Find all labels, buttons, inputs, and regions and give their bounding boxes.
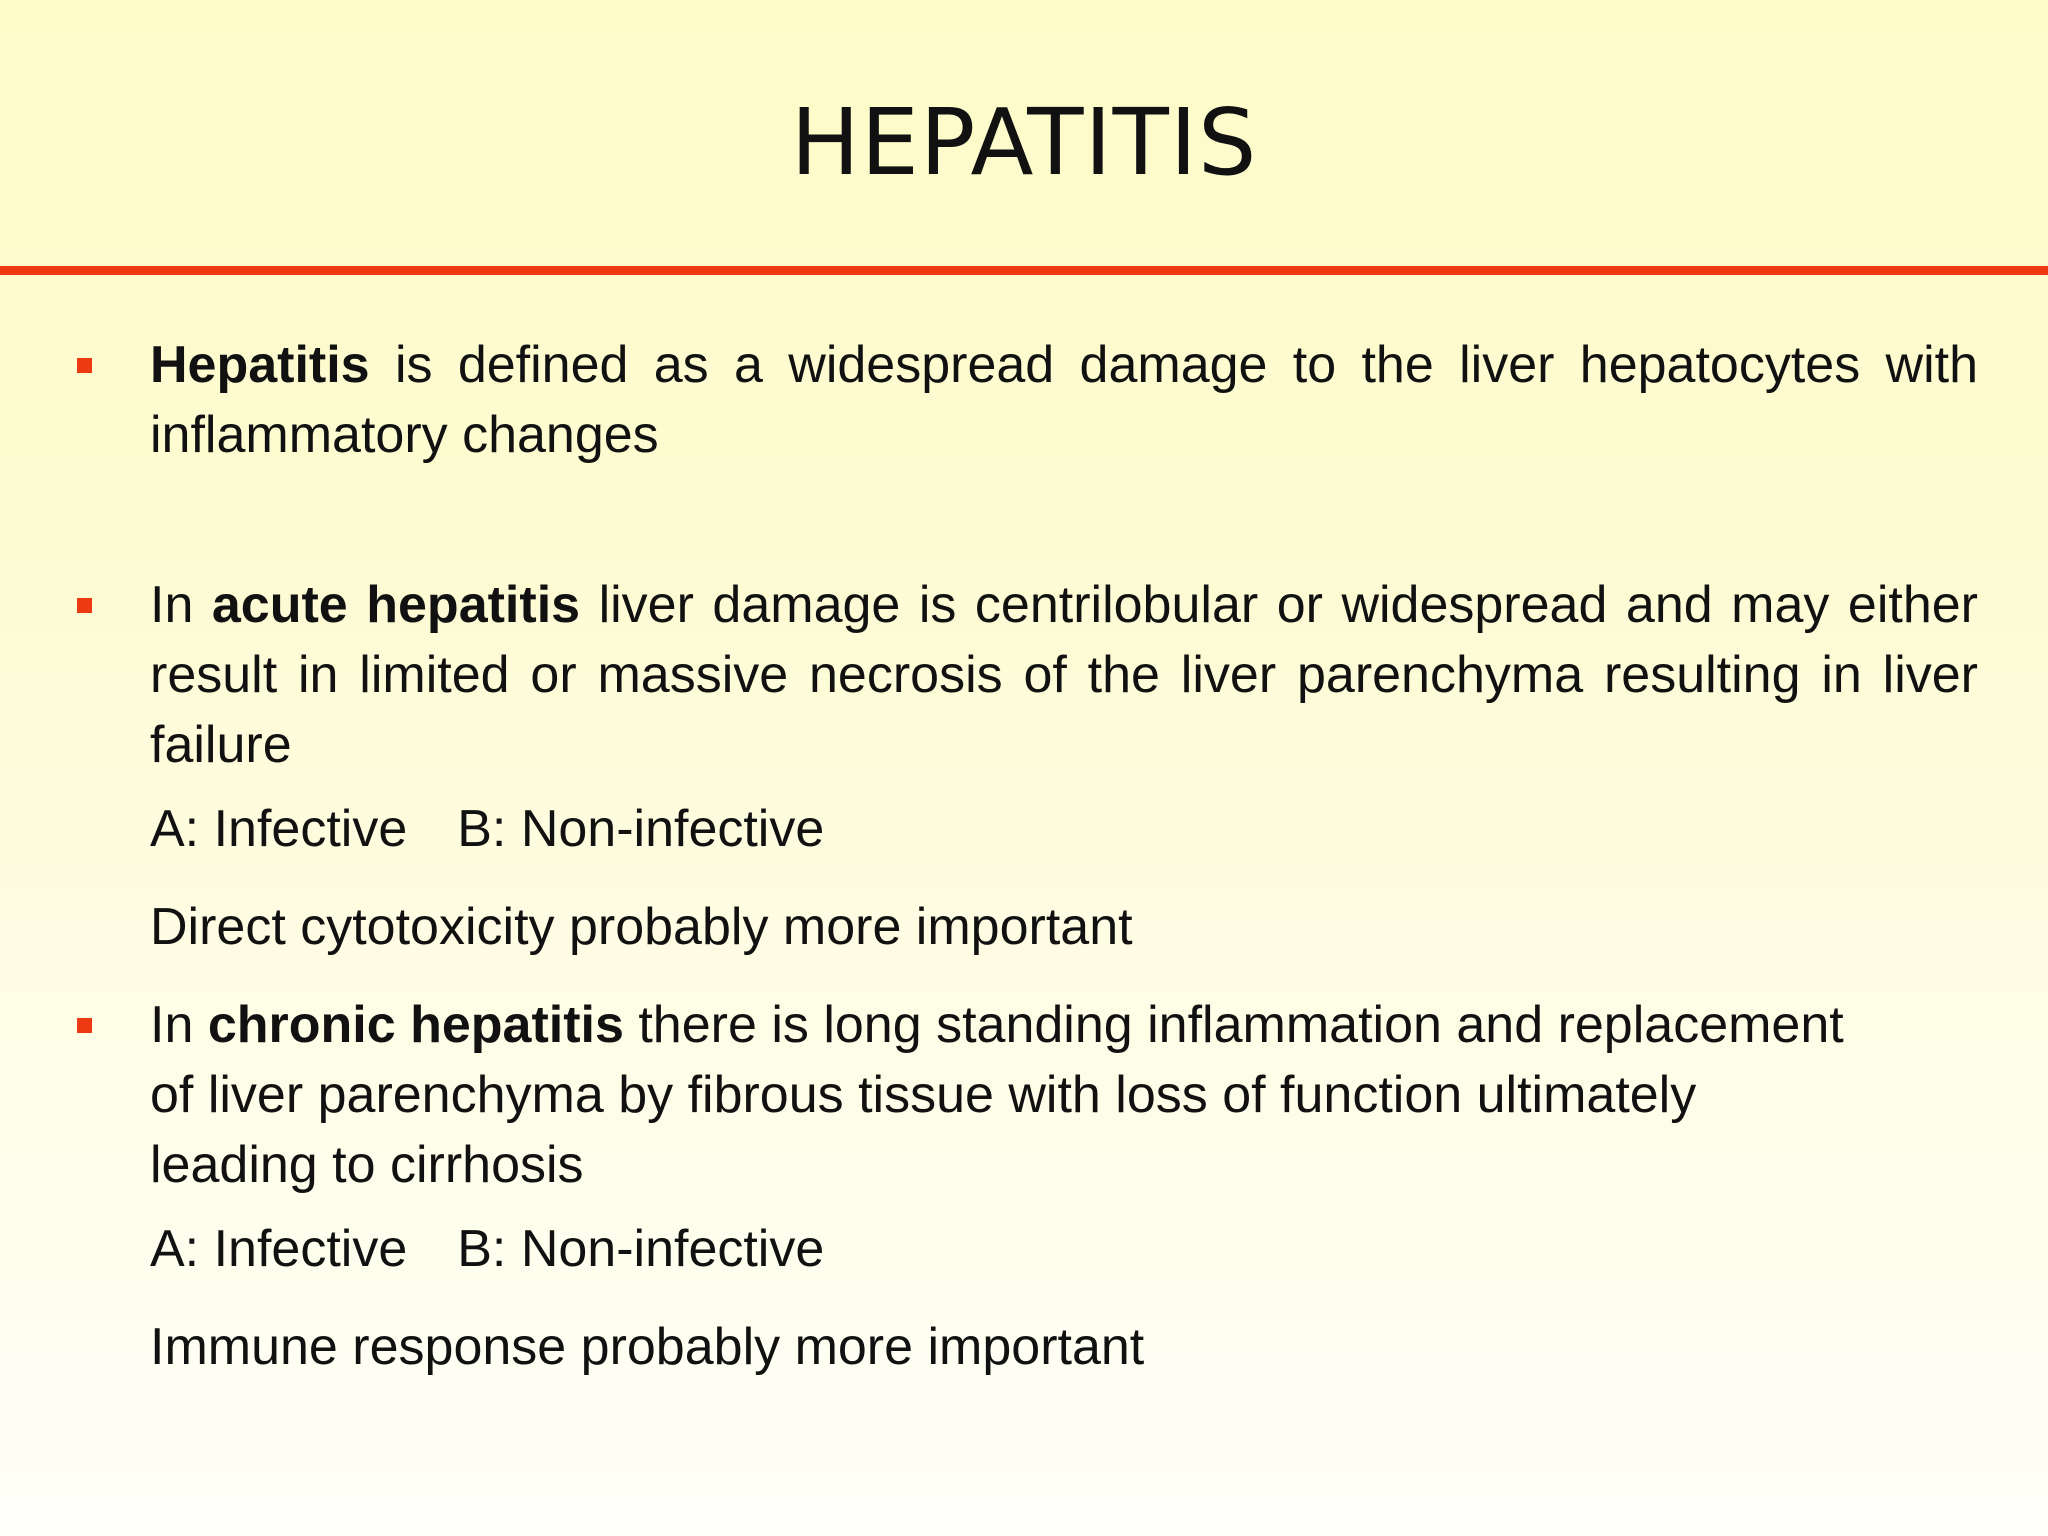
bullet-prefix: In xyxy=(150,576,212,634)
type-non-infective: B: Non-infective xyxy=(457,800,825,858)
type-non-infective: B: Non-infective xyxy=(457,1220,825,1278)
chronic-note: Immune response probably more important xyxy=(150,1318,1145,1376)
acute-types xyxy=(150,794,1978,864)
slide-title: HEPATITIS xyxy=(790,89,1258,196)
bullet-prefix: In xyxy=(150,996,208,1054)
bullet-square-icon xyxy=(77,358,92,373)
bullet-definition xyxy=(150,330,1978,470)
bullet-bold-term: Hepatitis xyxy=(150,336,370,394)
bullet-text: there is long standing inflammation and replacement of liver parenchyma by fibrous tissue with loss of function ultimately leading to cirrhosis xyxy=(150,996,1844,1194)
title-divider xyxy=(0,266,2048,275)
bullet-acute-hepatitis xyxy=(150,570,1978,780)
bullet-chronic-hepatitis xyxy=(150,990,1850,1200)
bullet-text: is defined as a widespread damage to the liver hepatocytes with inflammatory changes xyxy=(150,336,1978,464)
bullet-bold-term: acute hepatitis xyxy=(211,576,581,634)
acute-note: Direct cytotoxicity probably more important xyxy=(150,898,1133,956)
slide-body xyxy=(150,330,1978,1382)
chronic-types xyxy=(150,1214,1978,1284)
bullet-text: liver damage is centrilobular or widespread and may either result in limited or massive necrosis of the liver parenchyma resulting in liver failure xyxy=(150,576,1978,774)
type-infective: A: Infective xyxy=(150,1220,408,1278)
bullet-square-icon xyxy=(77,1018,92,1033)
type-infective: A: Infective xyxy=(150,800,408,858)
bullet-bold-term: chronic hepatitis xyxy=(207,996,624,1054)
bullet-square-icon xyxy=(77,598,92,613)
